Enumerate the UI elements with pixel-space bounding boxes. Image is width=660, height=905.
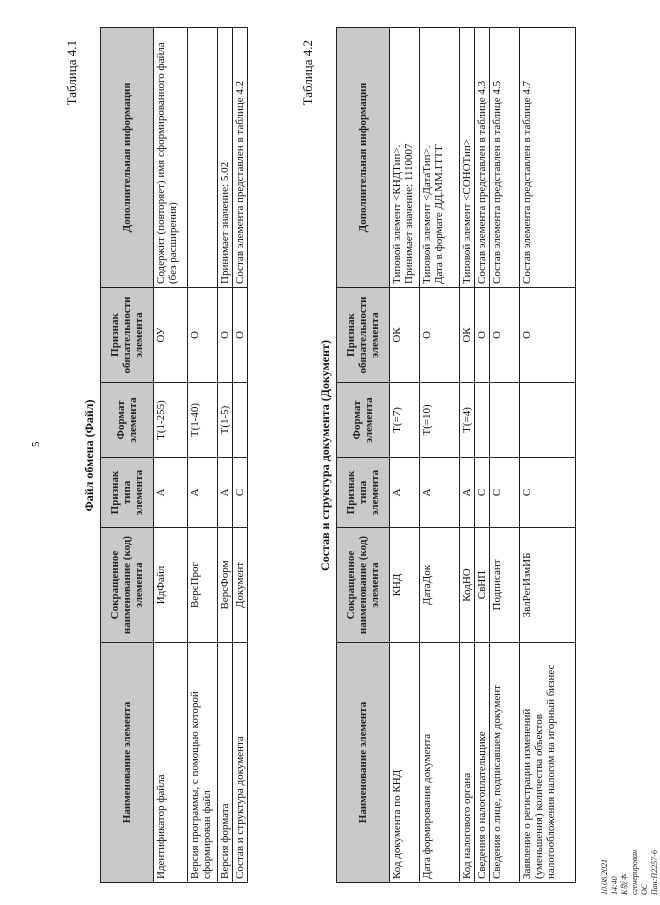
table-cell: А xyxy=(390,458,420,528)
table-cell: С xyxy=(520,458,576,528)
column-header: Признак обязательности элемента xyxy=(337,288,390,383)
table-cell: О xyxy=(475,288,490,383)
table-cell: ИдФайл xyxy=(154,528,188,643)
table-cell: Содержит (повторяет) имя сформированного файла (без расширения) xyxy=(154,28,188,288)
table-number: Таблица 4.1 xyxy=(64,40,79,106)
table-cell: Состав элемента представлен в таблице 4.3 xyxy=(475,28,490,288)
table-cell: ОК xyxy=(390,288,420,383)
cell-line: Принимает значение: 1110007 xyxy=(403,143,415,284)
table-cell: Версия формата xyxy=(218,643,233,883)
table-cell: ВерсФорм xyxy=(218,528,233,643)
table-cell: Состав и структура документа xyxy=(233,643,248,883)
table-cell: С xyxy=(475,458,490,528)
table-row xyxy=(520,28,576,883)
table-row xyxy=(490,28,520,883)
table-cell: Дата формирования документа xyxy=(420,643,460,883)
table-cell: О xyxy=(188,288,218,383)
table-cell: Состав элемента представлен в таблице 4.5 xyxy=(490,28,520,288)
table-cell: Заявление о регистрации изменений (уменьшения) количества объектов налогообложения налогом на игорный бизнес xyxy=(520,643,576,883)
column-header: Признак типа элемента xyxy=(337,458,390,528)
column-header: Признак типа элемента xyxy=(101,458,154,528)
table-cell: T(=10) xyxy=(420,383,460,458)
table-cell: А xyxy=(154,458,188,528)
table-title: Состав и структура документа (Документ) xyxy=(318,340,332,571)
print-footer xyxy=(600,850,660,895)
data-table xyxy=(336,27,576,883)
table-cell: А xyxy=(188,458,218,528)
table-cell: Версия программы, с помощью которой сформирован файл xyxy=(188,643,218,883)
table-row xyxy=(460,28,475,883)
table-cell xyxy=(188,28,218,288)
table-cell: Состав элемента представлен в таблице 4.2 xyxy=(233,28,248,288)
table-cell: А xyxy=(218,458,233,528)
column-header: Сокращенное наименование (код) элемента xyxy=(101,528,154,643)
cell-line: Дата в формате ДД.ММ.ГГГГ xyxy=(433,143,445,284)
table-cell: Принимает значение: 5.02 xyxy=(218,28,233,288)
table-title: Файл обмена (Файл) xyxy=(82,399,96,512)
header-row xyxy=(337,28,390,883)
table-cell: С xyxy=(490,458,520,528)
column-header: Формат элемента xyxy=(101,383,154,458)
table-cell xyxy=(390,28,420,288)
table-row xyxy=(420,28,460,883)
table-cell xyxy=(520,383,576,458)
footer-line: 10.08.2021 14:40 xyxy=(600,859,619,895)
page-number: 5 xyxy=(30,441,42,447)
column-header: Дополнительная информация xyxy=(101,28,154,288)
column-header: Наименование элемента xyxy=(337,643,390,883)
table-cell: ОК xyxy=(460,288,475,383)
column-header: Сокращенное наименование (код) элемента xyxy=(337,528,390,643)
table-cell: Сведения о налогоплательщике xyxy=(475,643,490,883)
header-row xyxy=(101,28,154,883)
column-header: Признак обязательности элемента xyxy=(101,288,154,383)
table-cell: Код налогового органа xyxy=(460,643,475,883)
cell-line: Типовой элемент <КНДТип>. xyxy=(391,144,403,284)
table-cell: Код документа по КНД xyxy=(390,643,420,883)
footer-line: К版本 сгенерирован ОС Пан:П2257-6 xyxy=(620,849,659,895)
table-cell: О xyxy=(490,288,520,383)
table-cell: T(1-5) xyxy=(218,383,233,458)
table-cell: Состав элемента представлен в таблице 4.7 xyxy=(520,28,576,288)
table-cell: С xyxy=(233,458,248,528)
table-cell: Сведения о лице, подписавшем документ xyxy=(490,643,520,883)
data-table xyxy=(100,27,248,883)
table-cell: А xyxy=(420,458,460,528)
table-row xyxy=(154,28,188,883)
table-row xyxy=(390,28,420,883)
table-row xyxy=(188,28,218,883)
table-cell: Документ xyxy=(233,528,248,643)
table-cell: ОУ xyxy=(154,288,188,383)
column-header: Формат элемента xyxy=(337,383,390,458)
table-cell: А xyxy=(460,458,475,528)
table-cell: ЗвлРегИзмИБ xyxy=(520,528,576,643)
cell-line: Типовой элемент <ДатаТип>. xyxy=(421,145,433,284)
column-header: Дополнительная информация xyxy=(337,28,390,288)
column-header: Наименование элемента xyxy=(101,643,154,883)
table-cell: ДатаДок xyxy=(420,528,460,643)
table-cell: T(1-255) xyxy=(154,383,188,458)
table-4-2-block xyxy=(300,28,590,883)
table-cell: ВерсПрог xyxy=(188,528,218,643)
table-cell xyxy=(490,383,520,458)
table-number: Таблица 4.2 xyxy=(300,40,315,106)
table-row xyxy=(218,28,233,883)
table-cell: КНД xyxy=(390,528,420,643)
table-row xyxy=(233,28,248,883)
table-cell xyxy=(420,28,460,288)
table-cell xyxy=(475,383,490,458)
table-cell: СвНП xyxy=(475,528,490,643)
table-4-1-block xyxy=(64,28,294,883)
table-row xyxy=(475,28,490,883)
table-cell xyxy=(233,383,248,458)
table-cell: КодНО xyxy=(460,528,475,643)
table-cell: О xyxy=(420,288,460,383)
table-cell: Идентификатор файла xyxy=(154,643,188,883)
table-cell: О xyxy=(218,288,233,383)
table-cell: О xyxy=(520,288,576,383)
table-cell: О xyxy=(233,288,248,383)
table-cell: Типовой элемент <СОНОТип> xyxy=(460,28,475,288)
table-cell: Подписант xyxy=(490,528,520,643)
table-cell: T(=4) xyxy=(460,383,475,458)
table-cell: T(=7) xyxy=(390,383,420,458)
table-cell: T(1-40) xyxy=(188,383,218,458)
